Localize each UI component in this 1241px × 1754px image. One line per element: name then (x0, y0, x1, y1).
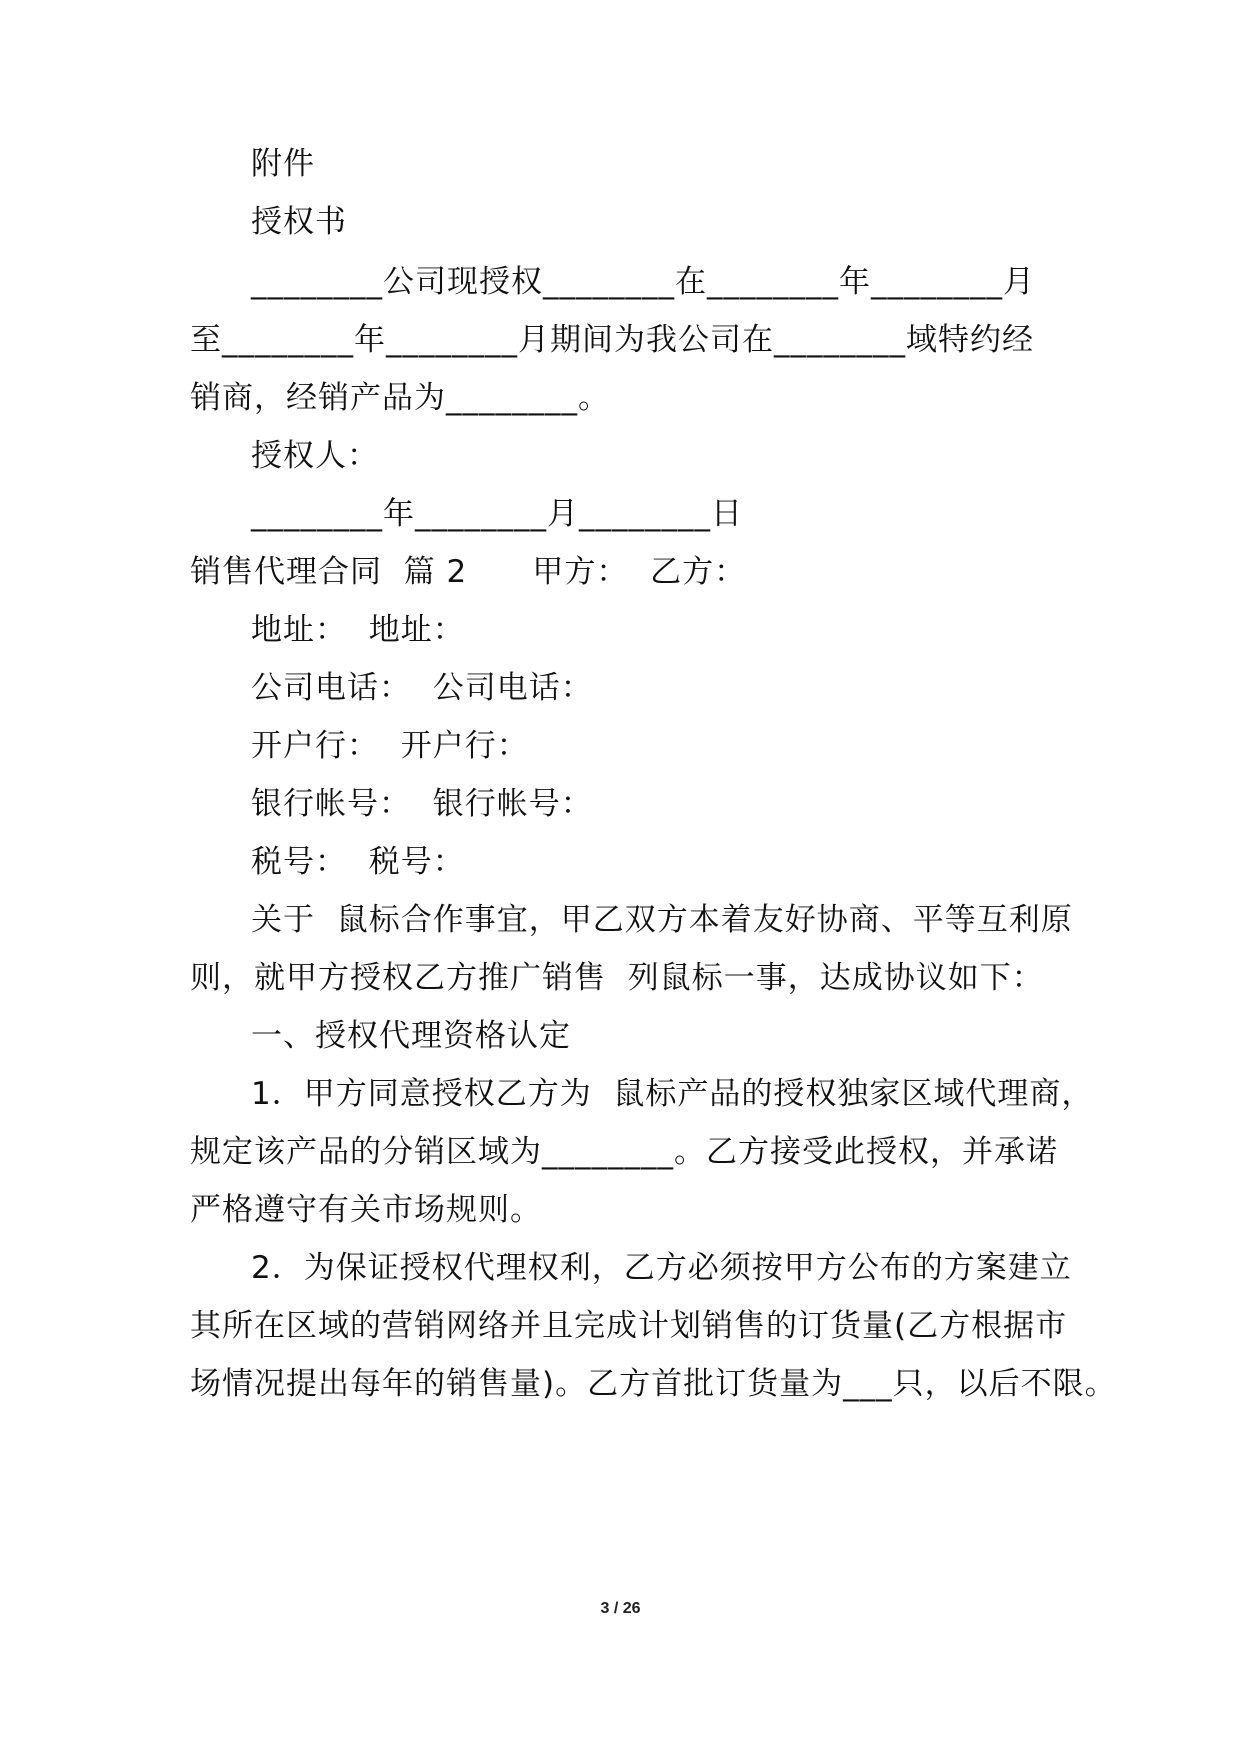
tax-number-line: 税号： 税号： (251, 844, 465, 880)
attachment-heading: 附件 (251, 146, 315, 182)
authorization-paragraph-line: 销商，经销产品为________。 (190, 380, 610, 416)
page-number: 3 / 26 (600, 1600, 641, 1617)
authorizer-label: 授权人： (251, 438, 379, 474)
authorization-paragraph-line: ________公司现授权________在________年________月 (251, 264, 1035, 300)
clause-2-line: 其所在区域的营销网络并且完成计划销售的订货量(乙方根据市 (190, 1308, 1068, 1344)
clause-2-line: 2．为保证授权代理权利，乙方必须按甲方公布的方案建立 (251, 1250, 1072, 1286)
address-line: 地址： 地址： (251, 612, 465, 648)
intro-paragraph-line: 则，就甲方授权乙方推广销售 列鼠标一事，达成协议如下： (190, 960, 1044, 996)
bank-account-line: 银行帐号： 银行帐号： (251, 786, 593, 822)
clause-1-line: 规定该产品的分销区域为________。乙方接受此授权，并承诺 (190, 1134, 1058, 1170)
phone-line: 公司电话： 公司电话： (251, 670, 593, 706)
authorization-paragraph-line: 至________年________月期间为我公司在________域特约经 (190, 322, 1034, 358)
intro-paragraph-line: 关于 鼠标合作事宜，甲乙双方本着友好协商、平等互利原 (251, 902, 1073, 938)
section-heading: 一、授权代理资格认定 (251, 1018, 571, 1054)
clause-1-line: 严格遵守有关市场规则。 (190, 1192, 542, 1228)
authorization-title: 授权书 (251, 204, 347, 240)
clause-1-line: 1．甲方同意授权乙方为 鼠标产品的授权独家区域代理商， (251, 1076, 1094, 1112)
contract-heading: 销售代理合同 篇 2 甲方： 乙方： (190, 554, 747, 590)
date-line: ________年________月________日 (251, 496, 743, 532)
bank-line: 开户行： 开户行： (251, 728, 529, 764)
clause-2-line: 场情况提出每年的销售量)。乙方首批订货量为___只，以后不限。 (190, 1366, 1117, 1402)
